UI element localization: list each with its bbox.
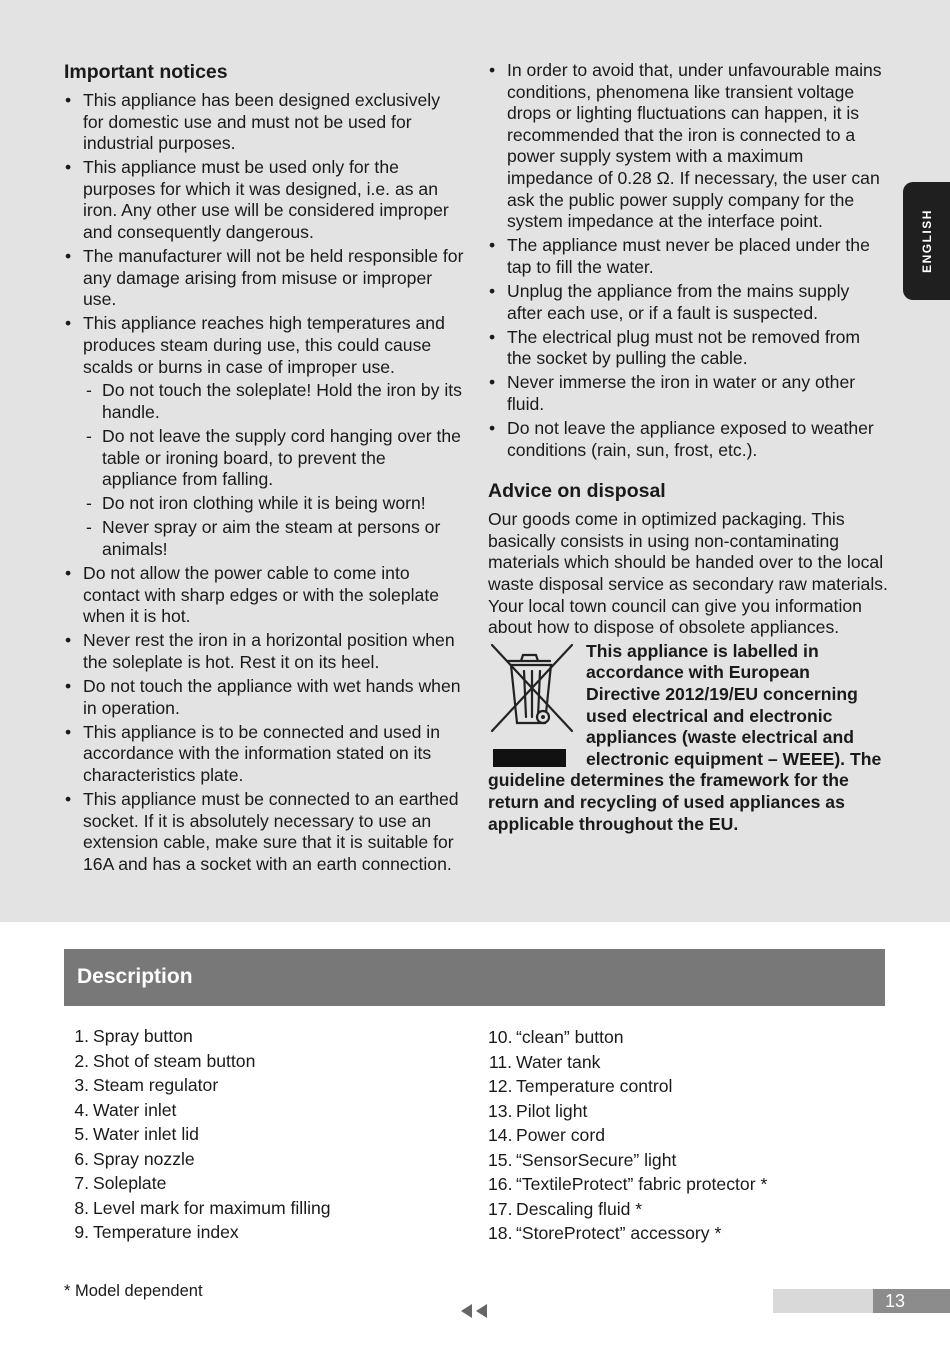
parts-list-left bbox=[64, 1024, 331, 1245]
list-item bbox=[488, 1221, 767, 1246]
language-tab-label: ENGLISH bbox=[919, 209, 934, 273]
disposal-text: Our goods come in optimized packaging. This basically consists in using non-contaminating materials which should be handed over to the local waste disposal service as secondary raw materials. Your local town council can give you information about how to dispose of obsolete appliances. bbox=[488, 509, 888, 638]
list-item: • Do not allow the power cable to come into contact with sharp edges or with the soleplate when it is hot. bbox=[64, 563, 464, 628]
list-item: • This appliance has been designed exclusively for domestic use and must not be used for industrial purposes. bbox=[64, 90, 464, 155]
part-number: 11. bbox=[488, 1051, 512, 1072]
list-item: • Do not leave the appliance exposed to weather conditions (rain, sun, frost, etc.). bbox=[488, 418, 888, 461]
part-number: 3. bbox=[74, 1075, 89, 1095]
sub-list-item: - Do not touch the soleplate! Hold the iron by its handle. bbox=[83, 380, 464, 423]
list-item: • Never immerse the iron in water or any other fluid. bbox=[488, 372, 888, 415]
important-notices-title: Important notices bbox=[64, 61, 228, 83]
list-item: • In order to avoid that, under unfavourable mains conditions, phenomena like transient voltage drops or lighting fluctuations can happen, it is recommended that the iron is connected to a power supply system with a maximum impedance of 0.28 Ω. If necessary, the user can ask the public power supply company for the system impedance at the interface point. bbox=[488, 60, 888, 233]
notices-list bbox=[64, 90, 464, 875]
list-item: • Never rest the iron in a horizontal position when the soleplate is hot. Rest it on its heel. bbox=[64, 630, 464, 673]
part-label: Temperature control bbox=[516, 1076, 673, 1096]
parts-list-right bbox=[488, 1025, 767, 1246]
part-number: 7. bbox=[74, 1173, 89, 1193]
part-number: 17. bbox=[488, 1198, 513, 1219]
list-item bbox=[488, 1172, 767, 1197]
list-item bbox=[488, 1197, 767, 1222]
list-item bbox=[64, 1196, 331, 1221]
part-label: “SensorSecure” light bbox=[516, 1149, 677, 1170]
list-item bbox=[64, 1171, 331, 1196]
list-item bbox=[64, 1220, 331, 1245]
sub-list-item: - Do not iron clothing while it is being worn! bbox=[83, 493, 464, 515]
part-number: 6. bbox=[74, 1148, 89, 1169]
part-number: 18. bbox=[488, 1223, 513, 1243]
list-item bbox=[64, 1049, 331, 1074]
list-item bbox=[64, 1024, 331, 1049]
part-label: Descaling fluid * bbox=[516, 1198, 643, 1219]
list-item: • The appliance must never be placed under the tap to fill the water. bbox=[488, 235, 888, 278]
list-item bbox=[488, 1074, 767, 1099]
list-item: • The manufacturer will not be held responsible for any damage arising from misuse or improper use. bbox=[64, 246, 464, 311]
language-tab bbox=[903, 182, 950, 300]
list-item bbox=[64, 1073, 331, 1098]
list-item bbox=[64, 313, 464, 560]
notices-list-continued bbox=[488, 60, 888, 461]
list-item bbox=[64, 1122, 331, 1147]
part-number: 15. bbox=[488, 1149, 513, 1170]
right-column bbox=[488, 60, 888, 835]
part-number: 14. bbox=[488, 1125, 513, 1145]
part-label: “clean” button bbox=[516, 1027, 624, 1047]
list-item-text: This appliance reaches high temperatures and produces steam during use, this could cause scalds or burns in case of improper use. bbox=[83, 313, 445, 377]
list-item: • Do not touch the appliance with wet hands when in operation. bbox=[64, 676, 464, 719]
list-item: • This appliance must be used only for the purposes for which it was designed, i.e. as an iron. Any other use will be considered improper and consequently dangerous. bbox=[64, 157, 464, 243]
part-label: “StoreProtect” accessory * bbox=[516, 1223, 722, 1243]
list-item: • Unplug the appliance from the mains supply after each use, or if a fault is suspected. bbox=[488, 281, 888, 324]
sub-list-item: - Never spray or aim the steam at persons or animals! bbox=[83, 517, 464, 560]
part-number: 8. bbox=[74, 1197, 89, 1218]
part-label: Water inlet lid bbox=[93, 1124, 199, 1144]
page-number: 13 bbox=[885, 1291, 906, 1311]
part-label: Soleplate bbox=[93, 1173, 167, 1193]
description-header bbox=[64, 949, 885, 1006]
part-number: 1. bbox=[74, 1026, 89, 1046]
part-number: 13. bbox=[488, 1100, 513, 1121]
part-number: 10. bbox=[488, 1027, 513, 1047]
part-label: Spray nozzle bbox=[93, 1148, 195, 1169]
part-number: 16. bbox=[488, 1174, 513, 1194]
weee-notice bbox=[488, 641, 888, 835]
sub-list-item: - Do not leave the supply cord hanging over the table or ironing board, to prevent the appliance from falling. bbox=[83, 426, 464, 491]
part-number: 12. bbox=[488, 1076, 513, 1096]
part-label: Power cord bbox=[516, 1125, 605, 1145]
disposal-title: Advice on disposal bbox=[488, 480, 666, 503]
list-item bbox=[488, 1025, 767, 1050]
weee-text: This appliance is labelled in accordance with European Directive 2012/19/EU concerning used electrical and electronic appliances (waste electrical and electronic equipment – WEEE). The guideline determines the framework for the return and recycling of used appliances as applicable throughout the EU. bbox=[488, 640, 882, 834]
list-item bbox=[64, 1098, 331, 1123]
part-label: Temperature index bbox=[93, 1222, 239, 1242]
part-number: 2. bbox=[74, 1050, 89, 1071]
part-label: Water inlet bbox=[93, 1099, 177, 1120]
list-item bbox=[488, 1050, 767, 1075]
part-label: Pilot light bbox=[516, 1100, 588, 1121]
list-item: • The electrical plug must not be removed from the socket by pulling the cable. bbox=[488, 327, 888, 370]
list-item bbox=[64, 1147, 331, 1172]
list-item bbox=[488, 1123, 767, 1148]
part-label: “TextileProtect” fabric protector * bbox=[516, 1174, 768, 1194]
description-title: Description bbox=[77, 965, 193, 988]
part-number: 5. bbox=[74, 1124, 89, 1144]
sub-list bbox=[83, 380, 464, 560]
list-item: • This appliance is to be connected and used in accordance with the information stated on its characteristics plate. bbox=[64, 722, 464, 787]
model-footnote: * Model dependent bbox=[64, 1282, 203, 1300]
part-number: 4. bbox=[74, 1099, 89, 1120]
part-label: Water tank bbox=[516, 1051, 601, 1072]
part-label: Level mark for maximum filling bbox=[93, 1197, 331, 1218]
crossed-out-wheelie-bin-icon bbox=[488, 641, 576, 769]
left-column bbox=[64, 60, 464, 878]
list-item bbox=[488, 1099, 767, 1124]
part-label: Steam regulator bbox=[93, 1075, 219, 1095]
page-number-box bbox=[873, 1289, 950, 1313]
list-item bbox=[488, 1148, 767, 1173]
double-left-arrow-icon[interactable] bbox=[461, 1304, 489, 1318]
part-number: 9. bbox=[74, 1222, 89, 1242]
part-label: Shot of steam button bbox=[93, 1050, 256, 1071]
list-item: • This appliance must be connected to an earthed socket. If it is absolutely necessary to use an extension cable, make sure that it is suitable for 16A and has a socket with an earth connection. bbox=[64, 789, 464, 875]
part-label: Spray button bbox=[93, 1026, 193, 1046]
